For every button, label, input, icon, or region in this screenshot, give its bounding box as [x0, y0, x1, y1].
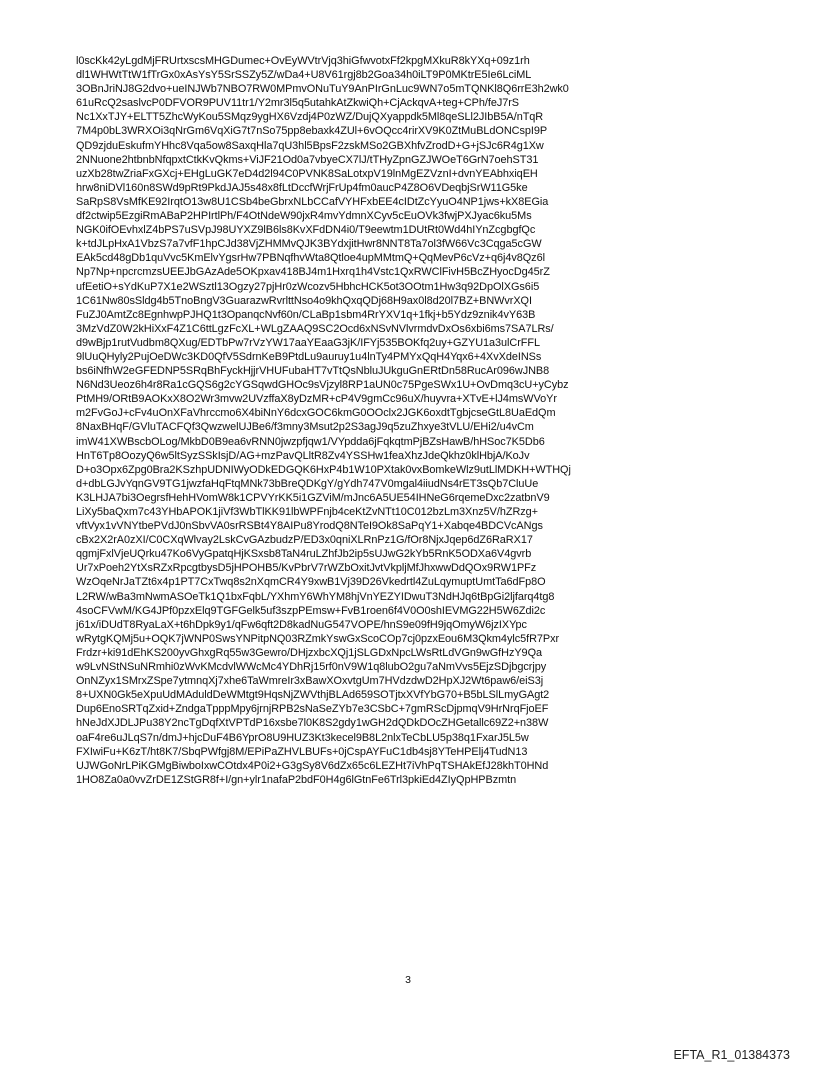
text-line: PtMH9/ORtB9AOKxX8O2Wr3mvw2UVzffaX8yDzMR+cP4V9gmCc96uX/huyvra+XTvE+lJ4msWVoYr — [76, 393, 557, 406]
text-line: WzOqeNrJaTZt6x4p1PT7CxTwq8s2nXqmCR4Y9xwB1Vj39D26Vkedrtl4ZuLqymuptUmtTa6dFp8O — [76, 576, 546, 589]
text-line: D+o3Opx6Zpg0Bra2KSzhpUDNIWyODkEDGQK6HxP4b1W10PXtak0vxBomkeWlz9utLlMDKH+WTHQj — [76, 463, 571, 476]
text-line: Dup6EnoSRTqZxid+ZndgaTpppMpy6jrnjRPB2sNaSeZYb7e3CSbC+7gmRScDjpmqV9HrNrqFjoEF — [76, 703, 549, 716]
text-line: Np7Np+npcrcmzsUEEJbGAzAde5OKpxav418BJ4m1Hxrq1h4Vstc1QxRWClFivH5BcZHyocDg45rZ — [76, 266, 550, 279]
text-line: j61x/iDUdT8RyaLaX+t6hDpk9y1/qFw6qft2D8kadNuG547VOPE/hnS9e09fH9jqOmyW6jzIXYpc — [76, 618, 527, 631]
text-line: hNeJdXJDLJPu38Y2ncTgDqfXtVPTdP16xsbe7l0K8S2gdy1wGH2dQDkDOcZHGetallc69Z2+n38W — [76, 717, 549, 730]
text-line: 7M4p0bL3WRXOi3qNrGm6VqXiG7t7nSo75pp8ebaxk4ZUl+6vOQcc4rirXV9K0ZtMuBLdONCspI9P — [76, 125, 548, 138]
text-line: uzXb28twZriaFxGXcj+EHgLuGK7eD4d2l94C0PVNK8SaLotxpV19lnMgEZVznI+dvnYEAbhxiqEH — [76, 167, 538, 180]
text-line: 3OBnJriNJ8G2dvo+ueINJWb7NBO7RW0MPmvONuTuY9AnPIrGnLuc9WN7o5mTQNKl8Q6rrE3h2wk0 — [76, 83, 569, 96]
text-line: QD9zjduEskufmYHhc8Vqa5ow8SaxqHla7qU3hl5BpsF2zskMSo2GBXhfvZrodD+G+jSJc6R4g1Xw — [76, 139, 544, 152]
text-line: NGK0ifOEvhxlZ4bPS7uSVpJ98UYXZ9lB6ls8KvXFdDN4i0/T9eewtm1DUtRt0Wd4hIYnZcgbgfQc — [76, 224, 536, 237]
text-line: Frdzr+ki91dEhKS200yvGhxgRq55w3Gewro/DHjzxbcXQj1jSLGDxNpcLWsRtLdVGn9wGfHzY9Qa — [76, 646, 542, 659]
page-number: 3 — [405, 974, 411, 986]
text-line: 61uRcQ2saslvcP0DFVOR9PUV11tr1/Y2mr3l5q5utahkAtZkwiQh+CjAckqvA+teg+CPh/feJ7rS — [76, 97, 520, 110]
text-line: oaF4re6uJLqS7n/dmJ+hjcDuF4B6YprO8U9HUZ3Kt3kecel9B8L2nlxTeCbLU5p38q1FxarJ5L5w — [76, 731, 529, 744]
text-line: dl1WHWtTtW1fTrGx0xAsYsY5SrSSZy5Z/wDa4+U8V61rgj8b2Goa34h0iLT9P0MKtrE5Ie6LciML — [76, 69, 532, 82]
text-line: UJWGoNrLPiKGMgBiwboIxwCOtdx4P0i2+G3gSy8V6dZx65c6LEZHt7iVhPqTSHAkEfJ28khT0HNd — [76, 759, 549, 772]
text-line: l0scKk42yLgdMjFRUrtxscsMHGDumec+OvEyWVtrVjq3hiGfwvotxFf2kpgMXkuR8kYXq+09z1rh — [76, 55, 530, 67]
text-line: Nc1XxTJY+ELTT5ZhcWyKou5SMqz9ygHX6Vzdj4P0zWZ/DujQXyappdk5Ml8qeSLl2JIbB5A/nTqR — [76, 111, 544, 124]
text-line: FuZJ0AmtZc8EgnhwpPJHQ1t3OpanqcNvf60n/CLaBp1sbm4RrYXV1q+1fkj+b5Ydz9znik4vY63B — [76, 308, 536, 321]
bates-number: EFTA_R1_01384373 — [673, 1048, 790, 1062]
text-line: LiXy5baQxm7c43YHbAPOK1jiVf3WbTlKK91lbWPFnjb4ceKtZvNTt10C012bzLm3Xnz5V/hZRzg+ — [76, 506, 538, 518]
text-line: d+dbLGJvYqnGV9TG1jwzfaHqFtqMNk73bBreQDKgY/gYdh747V0mgal4iiudNs4rET3sQb7CluUe — [76, 477, 539, 490]
text-line: OnNZyx1SMrxZSpe7ytmnqXj7xhe6TaWmreIr3xBawXOxvtgUm7HVdzdwD2HpXJ2Wt6paw6/eiS3j — [76, 675, 544, 688]
text-line: hrw8niDVl160n8SWd9pRt9PkdJAJ5s48x8fLtDccfWrjFrUp4fm0aucP4Z8O6VDeqbjSrW11G5ke — [76, 181, 528, 194]
text-line: 8NaxBHqF/GVluTACFQf3QwzwelUJBe6/f3mny3Msut2p2S3agJ9q5zuZhxye3tVLU/EHi2/u4vCm — [76, 421, 534, 434]
text-line: N6Nd3Ueoz6h4r8Ra1cGQS6g2cYGSqwdGHOc9sVjzyl8RP1aUN0c75PgeSWx1U+OvDmq3cU+yCybz — [76, 379, 569, 392]
text-line: 9lUuQHyly2PujOeDWc3KD0QfV5SdrnKeB9PtdLu9auruy1u4lnTy4PMYxQqH4Yqx6+4XvXdeINSs — [76, 350, 542, 363]
text-line: cBx2X2rA0zXI/C0CXqWlvay2LskCvGAzbudzP/ED3x0qniXLRnPz1G/fOr8NjxJqep6dZ6RaRX17 — [76, 534, 533, 547]
text-line: 4soCFVwM/KG4JPf0pzxElq9TGFGelk5uf3szpPEmsw+FvB1roen6f4V0O0shIEVMG22H5W6Zdi2c — [76, 604, 546, 617]
document-body-text — [76, 54, 766, 787]
text-line: FXIwiFu+K6zT/ht8K7/SbqPWfgj8M/EPiPaZHVLBUFs+0jCspAYFuC1db4sj8YTeHPElj4TudN13 — [76, 745, 528, 758]
text-line: 1HO8Za0a0vvZrDE1ZStGR8f+I/gn+ylr1nafaP2bdF0H4g6lGtnFe6Trl3pkiEd4ZIyQpHPBzmtn — [76, 773, 517, 786]
text-line: m2FvGoJ+cFv4uOnXFaVhrccmo6X4biNnY6dcxGOC6kmG0OOclx2JGK6oxdtTgbjcseGtL8UaEdQm — [76, 407, 556, 420]
text-line: qgmjFxlVjeUQrku47Ko6VyGpatqHjKSxsb8TaN4ruLZhfJb2ip5sUJwG2kYb5RnK5ODXa6V4gvrb — [76, 548, 532, 561]
text-line: EAk5cd48gDb1quVvc5KmElvYgsrHw7PBNqfhvWta8Qtloe4upMMtmQ+QqMevP6cVz+q6j4v8Qz6l — [76, 252, 545, 265]
text-line: Ur7xPoeh2YtXsRZxRpcgtbysD5jHPOHB5/KvPbrV7rWZbOxitJvtVkpljMfJhxwwDdQOx9RW1PFz — [76, 562, 537, 575]
text-line: 8+UXN0Gk5eXpuUdMAduldDeWMtgt9HqsNjZWVthjBLAd659SOTjtxXVfYbG70+B5bLSlLmyGAgt2 — [76, 689, 550, 702]
text-line: d9wBjp1rutVudbm8QXug/EDTbPw7rVzYW17aaYEaaG3jK/IFYj535BOKfq2uy+GZYU1a3ulCrFFL — [76, 336, 541, 349]
text-line: 2NNuone2htbnbNfqpxtCtkKvQkms+ViJF21Od0a7vbyeCX7lJ/tTHyZpnGZJWOeT6GrN7oehST31 — [76, 153, 539, 166]
text-line: SaRpS8VsMfKE92IrqtO13w8U1CSb4beGbrxNLbCCafVYHFxbEE4cIDtZcYyuO4NP1jws+kX8EGia — [76, 195, 549, 208]
text-line: w9LvNStNSuNRmhi0zWvKMcdvlWWcMc4YDhRj15rf0nV9W1q8lubO2gu7aNmVvs5EjzSDjbgcrjpy — [76, 661, 547, 674]
text-line: 3MzVdZ0W2kHiXxF4Z1C6ttLgzFcXL+WLgZAAQ9SC2Ocd6xNSvNVlvrmdvDxOs6xbi6ms7SA7LRs/ — [76, 322, 554, 335]
text-line: HnT6Tp8OozyQ6w5ltSyzSSkIsjD/AG+mzPavQLltR8Zv4YSSHw1feaXhzJdeQkhz0klHbjA/KoJv — [76, 449, 530, 462]
text-line: bs6iNfhW2eGFEDNP5SRqBhFyckHjjrVHUFubaHT7vTtQsNbluJUkguGnERtDn58RucAr096wJNB8 — [76, 365, 550, 378]
text-line: vftVyx1vVNYtbePVdJ0nSbvVA0srRSBt4Y8AIPu8YrodQ8NTeI9Ok8SaPqY1+Xabqe4BDCVcANgs — [76, 520, 543, 533]
text-line: wRytgKQMj5u+OQK7jWNP0SwsYNPitpNQ03RZmkYswGxScoCOp7cj0pzxEou6M3Qkm4ylc5fR7Pxr — [76, 632, 560, 645]
text-line: 1C61Nw80sSldg4b5TnoBngV3GuarazwRvrlttNso4o9khQxqQDj68H9ax0l8d20l7BZ+BNWvrXQI — [76, 294, 532, 307]
text-line: ufEetiO+sYdKuP7X1e2WSztl13Ogzy27pjHr0zWcozv5HbhcHCK5ot3OOtm1Hw3q92DpOlXGs6i5 — [76, 280, 540, 293]
text-line: imW41XWBscbOLog/MkbD0B9ea6vRNN0jwzpfjqw1/VYpdda6jFqkqtmPjBZsHawB/hHSoc7K5Db6 — [76, 435, 545, 448]
text-line: k+tdJLpHxA1VbzS7a7vfF1hpCJd38VjZHMMvQJK3BYdxjitHwr8NNT8Ta7ol3fW66Vc3Cqga5cGW — [76, 238, 542, 251]
text-line: K3LHJA7bi3OegrsfHehHVomW8k1CPVYrKK5i1GZViM/mJnc6A5UE54IHNeG6rqemeDxc2zatbnV9 — [76, 491, 550, 504]
text-line: df2ctwip5EzgiRmABaP2HPIrtlPh/F4OtNdeW90jxR4mvYdmnXCyv5cEuOVk3fwjPXJyac6ku5Ms — [76, 210, 532, 223]
text-line: L2RW/wBa3mNwmASOeTk1Q1bxFqbL/YXhmY6WhYM8hjVnYEZYIDwuT3NdHJq6tBpGi2ljfarq4tg8 — [76, 590, 555, 603]
